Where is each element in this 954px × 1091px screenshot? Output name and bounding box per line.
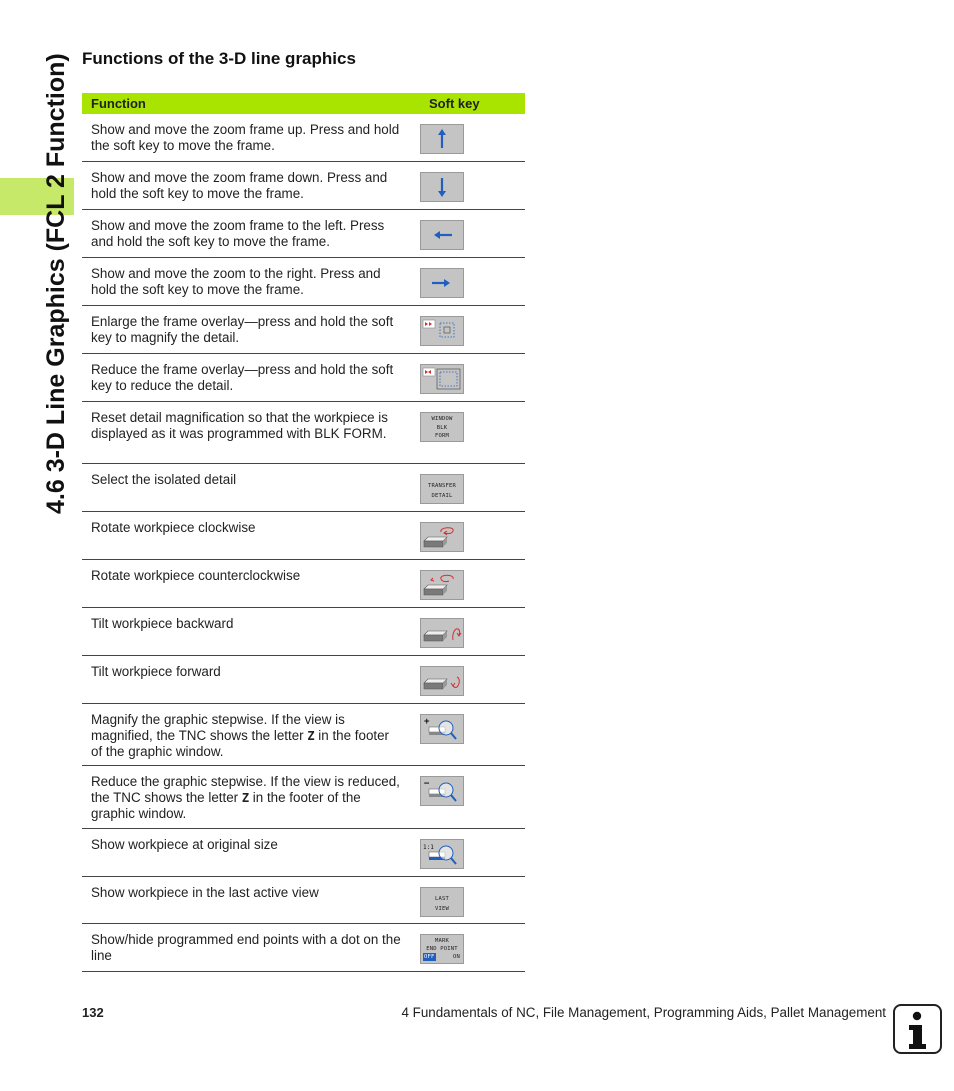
function-description: Enlarge the frame overlay—press and hold the soft key to magnify the detail.	[91, 314, 394, 345]
section-heading: Functions of the 3-D line graphics	[82, 49, 356, 68]
mark-end-point-key[interactable]	[420, 934, 464, 964]
table-row	[82, 162, 525, 210]
table-header	[82, 93, 525, 114]
tilt-forward-icon[interactable]	[420, 666, 464, 696]
magnify-minus-icon[interactable]	[420, 776, 464, 806]
key-symbol-text: +	[424, 717, 430, 727]
function-description: Rotate workpiece clockwise	[91, 520, 256, 535]
table-row	[82, 924, 525, 972]
rotate-counterclockwise-icon[interactable]	[420, 570, 464, 600]
table-row	[82, 766, 525, 829]
function-description	[91, 774, 401, 822]
transfer-detail-key[interactable]	[420, 474, 464, 504]
key-label-line: TRANSFER	[427, 483, 457, 489]
function-description: Show and move the zoom frame up. Press and hold the soft key to move the frame.	[91, 122, 400, 153]
section-side-title: 4.6 3-D Line Graphics (FCL 2 Function)	[42, 53, 70, 514]
function-description: Show and move the zoom frame down. Press and hold the soft key to move the frame.	[91, 170, 388, 201]
function-description: Reduce the frame overlay—press and hold the soft key to reduce the detail.	[91, 362, 394, 393]
off-state-label: OFF	[424, 954, 435, 960]
table-row	[82, 877, 525, 924]
function-description	[91, 712, 401, 760]
table-row	[82, 306, 525, 354]
table-row	[82, 608, 525, 656]
table-row	[82, 402, 525, 464]
function-description: Show workpiece in the last active view	[91, 885, 319, 900]
text-part: Reduce the graphic stepwise. If the view is reduced, the TNC shows the letter	[91, 774, 400, 805]
frame-reduce-icon[interactable]	[420, 364, 464, 394]
tilt-backward-icon[interactable]	[420, 618, 464, 648]
function-description: Show and move the zoom frame to the left. Press and hold the soft key to move the frame.	[91, 218, 385, 249]
arrow-up-icon[interactable]	[420, 124, 464, 154]
chapter-title: 4 Fundamentals of NC, File Management, Programming Aids, Pallet Management	[401, 1005, 886, 1020]
table-row	[82, 656, 525, 704]
arrow-down-icon[interactable]	[420, 172, 464, 202]
arrow-right-icon[interactable]	[420, 268, 464, 298]
table-row	[82, 258, 525, 306]
z-letter: Z	[307, 729, 315, 743]
arrow-left-icon[interactable]	[420, 220, 464, 250]
key-symbol-text: 1:1	[423, 844, 434, 851]
key-label-line: VIEW	[434, 906, 450, 912]
table-row	[82, 560, 525, 608]
key-label-line: BLK	[436, 424, 448, 431]
info-icon	[893, 1004, 942, 1054]
frame-enlarge-icon[interactable]	[420, 316, 464, 346]
function-description: Tilt workpiece forward	[91, 664, 221, 679]
magnify-plus-icon[interactable]	[420, 714, 464, 744]
key-label-line: MARK	[434, 938, 450, 944]
column-header-softkey: Soft key	[429, 96, 480, 111]
z-letter: Z	[241, 791, 250, 805]
table-row	[82, 704, 525, 766]
function-description: Show and move the zoom to the right. Press and hold the soft key to move the frame.	[91, 266, 381, 297]
key-symbol-text: −	[424, 779, 430, 789]
key-label-line: DETAIL	[431, 493, 453, 499]
key-label-line: FORM	[434, 433, 450, 439]
rotate-clockwise-icon[interactable]	[420, 522, 464, 552]
text-part: in the footer of the graphic window.	[91, 790, 361, 821]
key-label-line: WINDOW	[431, 416, 453, 422]
column-header-function: Function	[91, 96, 146, 111]
function-description: Tilt workpiece backward	[91, 616, 234, 631]
text-part: in the footer of the graphic window.	[91, 728, 390, 759]
function-description: Show/hide programmed end points with a dot on the line	[91, 932, 401, 963]
magnify-original-icon[interactable]	[420, 839, 464, 869]
on-state-label: ON	[452, 954, 460, 960]
function-description: Select the isolated detail	[91, 472, 237, 487]
function-description: Reset detail magnification so that the workpiece is displayed as it was programmed with BLK FORM.	[91, 410, 388, 441]
text-part: Magnify the graphic stepwise. If the view is magnified, the TNC shows the letter	[91, 712, 345, 743]
function-description: Rotate workpiece counterclockwise	[91, 568, 301, 583]
table-row	[82, 210, 525, 258]
window-blk-form-key[interactable]	[420, 412, 464, 442]
table-row	[82, 464, 525, 512]
last-view-key[interactable]	[420, 887, 464, 917]
page-number: 132	[82, 1005, 104, 1020]
table-row	[82, 829, 525, 877]
table-row	[82, 114, 525, 162]
function-table	[82, 93, 525, 972]
table-row	[82, 354, 525, 402]
table-row	[82, 512, 525, 560]
function-description: Show workpiece at original size	[91, 837, 278, 852]
key-label-line: LAST	[434, 896, 450, 902]
key-label-line: END POINT	[426, 946, 458, 952]
